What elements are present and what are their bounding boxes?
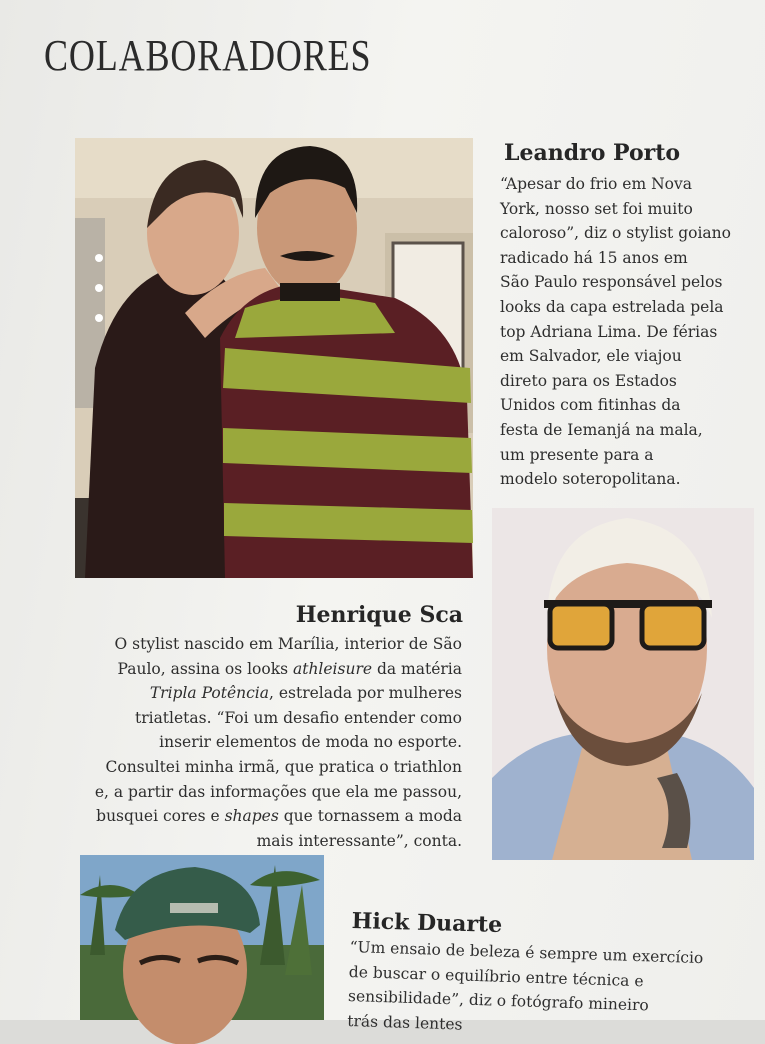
italic-title-tripla-potencia: Tripla Potência xyxy=(149,684,269,703)
bio-line: mais interessante”, conta. xyxy=(256,831,462,850)
contributor-name-leandro-porto: Leandro Porto xyxy=(504,140,681,166)
contributor-bio-leandro-porto xyxy=(500,172,731,492)
section-title: COLABORADORES xyxy=(44,31,372,80)
bio-line: festa de Iemanjá na mala, xyxy=(500,420,703,439)
contributor-bio-hick-duarte xyxy=(347,935,704,1044)
bio-line: em Salvador, ele viajou xyxy=(500,347,682,366)
photo-henrique-sca xyxy=(492,508,754,860)
bio-line: “Um ensaio de beleza é sempre um exercício xyxy=(349,937,704,968)
contributor-bio-henrique-sca xyxy=(95,632,462,853)
bio-line: busquei cores e shapes que tornassem a moda xyxy=(96,807,462,826)
bio-line: looks da capa estrelada pela xyxy=(500,297,724,316)
contributor-name-henrique-sca: Henrique Sca xyxy=(295,602,463,628)
bio-line: Paulo, assina os looks athleisure da matéria xyxy=(117,659,462,678)
bio-line: radicado há 15 anos em xyxy=(500,248,688,267)
photo-hick-duarte xyxy=(80,855,324,1020)
italic-term-athleisure: athleisure xyxy=(292,659,373,678)
bio-line: O stylist nascido em Marília, interior de São xyxy=(114,635,462,653)
bio-line: caloroso”, diz o stylist goiano xyxy=(500,224,731,243)
bio-line: York, nosso set foi muito xyxy=(500,199,693,218)
bio-line: “Apesar do frio em Nova xyxy=(500,175,692,193)
bio-line: direto para os Estados xyxy=(500,371,677,390)
bio-line: triatletas. “Foi um desafio entender como xyxy=(134,708,462,727)
bio-line: sensibilidade”, diz o fotógrafo mineiro xyxy=(347,987,650,1015)
bio-line: inserir elementos de moda no esporte. xyxy=(159,733,462,752)
bio-line: Unidos com fitinhas da xyxy=(500,396,681,415)
bio-line: Tripla Potência, estrelada por mulheres xyxy=(149,684,462,703)
bio-line: Consultei minha irmã, que pratica o triathlon xyxy=(105,757,462,776)
bio-line: modelo soteropolitana. xyxy=(500,470,681,489)
bio-line: São Paulo responsável pelos xyxy=(500,273,723,292)
bio-line: de buscar o equilíbrio entre técnica e xyxy=(348,962,644,990)
bio-line: trás das lentes xyxy=(347,1011,463,1034)
bio-line: e, a partir das informações que ela me passou, xyxy=(94,782,462,801)
italic-term-shapes: shapes xyxy=(224,807,279,826)
contributor-name-hick-duarte: Hick Duarte xyxy=(351,908,503,938)
bio-line: top Adriana Lima. De férias xyxy=(500,322,718,341)
photo-leandro-porto xyxy=(75,138,473,578)
bio-line: um presente para a xyxy=(500,445,654,464)
